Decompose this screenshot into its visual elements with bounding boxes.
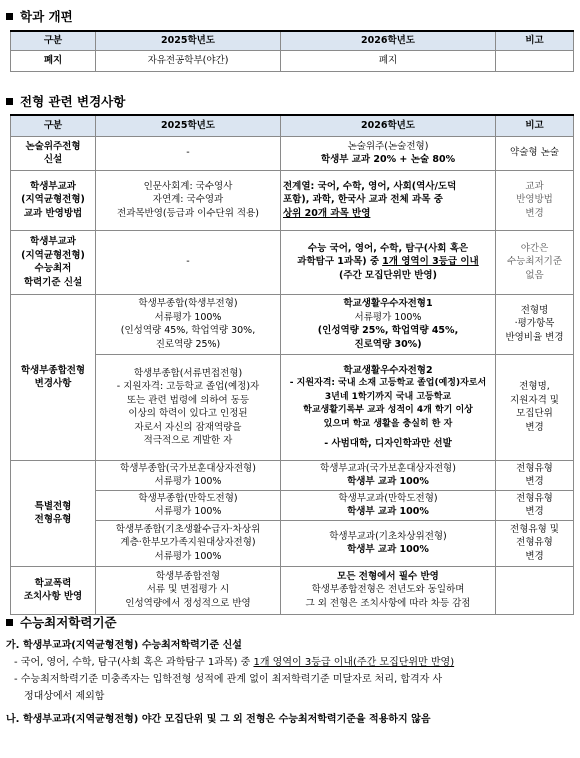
csat-min-2026-subjects: 수능 국어, 영어, 수학, 탐구(사회 혹은 과학탐구 1과목) 중 (297, 242, 469, 268)
csat-item-ga-2-cont: 정대상에서 제외함 (24, 691, 105, 702)
csat-item-ga-1-text: - 국어, 영어, 수학, 탐구(사회 혹은 과학탐구 1과목) 중 (14, 657, 254, 668)
csat-min-note: 야간은 수능최저기준 없음 (496, 230, 574, 294)
header-note: 비고 (496, 115, 574, 136)
violence-2026-detail: 학생부종합전형은 전년도와 동일하며 그 외 전형은 조치사항에 따라 차등 감점 (305, 584, 471, 609)
comprehensive-a-2026 (281, 294, 496, 354)
violence-note (496, 566, 574, 614)
square-bullet-icon (6, 98, 13, 105)
section-title-csat (6, 613, 117, 631)
header-category: 구분 (11, 31, 96, 50)
essay-2026-ratio: 학생부 교과 20% + 논술 80% (320, 154, 456, 165)
csat-item-ga-1-underlined: 1개 영역이 3등급 이내(주간 모집단위만 반영) (253, 657, 455, 668)
comprehensive-a-2025: 학생부종합(학생부전형) 서류평가 100% (인성역량 45%, 학업역량 30%, 진로역량 25%) (96, 294, 281, 354)
comprehensive-b-2025-name: 학생부종합(서류면접전형) (133, 367, 243, 379)
dept-reorg-table (10, 30, 574, 72)
violence-2026-all: 모든 전형에서 필수 반영 (337, 570, 439, 582)
special-a-2026-name: 학생부교과(국가보훈대상자전형) (320, 462, 456, 474)
essay-2026-type: 논술위주(논술전형) (347, 140, 429, 152)
comprehensive-a-note: 전형명 ·평가항목 반영비율 변경 (496, 294, 574, 354)
comprehensive-b-2026-units: - 사범대학, 디자인학과만 선발 (324, 438, 452, 449)
comprehensive-b-2025-eligibility: - 지원자격: 고등학교 졸업(예정)자 또는 관련 법령에 의하여 동등 이상의 학력이 있다고 인정된 자로서 자신의 잠재역량을 적극적으로 계발한 자 (116, 381, 260, 446)
comprehensive-a-2026-ratio: (인성역량 25%, 학업역량 45%, 진로역량 30%) (317, 325, 459, 350)
square-bullet-icon (6, 619, 13, 626)
violence-2026 (281, 566, 496, 614)
csat-item-ga-2: - 수능최저학력기준 미충족자는 입학전형 성적에 관계 없이 최저학력기준 미달자로 처리, 합격자 사 (14, 674, 443, 685)
comprehensive-b-2025 (96, 354, 281, 460)
section-title-text: 학과 개편 (20, 9, 73, 24)
row-category: 폐지 (11, 50, 96, 71)
row-note (496, 50, 574, 71)
special-c-2026-name: 학생부교과(기초차상위전형) (329, 530, 447, 542)
violence-2025: 학생부종합전형 서류 및 면접평가 시 인성역량에서 정성적으로 반영 (96, 566, 281, 614)
header-2025: 2025학년도 (96, 31, 281, 50)
subject-method-note: 교과 반영방법 변경 (496, 170, 574, 230)
essay-2025: - (96, 136, 281, 170)
section-title-text: 전형 관련 변경사항 (20, 94, 126, 109)
admission-changes-table (10, 114, 574, 615)
special-b-note: 전형유형 변경 (496, 490, 574, 520)
csat-criteria-section (6, 632, 574, 728)
special-b-2026-eval: 학생부 교과 100% (347, 506, 429, 517)
section-title-changes (6, 92, 125, 110)
csat-min-category: 학생부교과 (지역균형전형) 수능최저 학력기준 신설 (11, 230, 96, 294)
essay-note: 약술형 논술 (496, 136, 574, 170)
section-title-text: 수능최저학력기준 (20, 615, 117, 630)
comprehensive-b-2026-name: 학교생활우수자전형2 (343, 364, 433, 376)
special-b-2026-name: 학생부교과(만학도전형) (338, 492, 438, 504)
special-c-2026 (281, 520, 496, 566)
row-2026: 폐지 (281, 50, 496, 71)
subject-method-2025: 인문사회계: 국수영사 자연계: 국수영과 전과목반영(등급과 이수단위 적용) (96, 170, 281, 230)
special-a-note: 전형유형 변경 (496, 460, 574, 490)
violence-category: 학교폭력 조치사항 반영 (11, 566, 96, 614)
comprehensive-b-note: 전형명, 지원자격 및 모집단위 변경 (496, 354, 574, 460)
comprehensive-category: 학생부종합전형 변경사항 (11, 294, 96, 460)
special-a-2026-eval: 학생부 교과 100% (347, 476, 429, 487)
csat-min-2025: - (96, 230, 281, 294)
comprehensive-a-2026-name: 학교생활우수자전형1 (343, 298, 433, 309)
subject-method-2026 (281, 170, 496, 230)
special-b-2026 (281, 490, 496, 520)
header-2026: 2026학년도 (281, 115, 496, 136)
essay-2026 (281, 136, 496, 170)
header-note: 비고 (496, 31, 574, 50)
header-category: 구분 (11, 115, 96, 136)
special-a-2025: 학생부종합(국가보훈대상자전형) 서류평가 100% (96, 460, 281, 490)
special-b-2025: 학생부종합(만학도전형) 서류평가 100% (96, 490, 281, 520)
special-c-2026-eval: 학생부 교과 100% (347, 544, 429, 555)
special-category: 특별전형 전형유형 (11, 460, 96, 566)
csat-item-na: 나. 학생부교과(지역균형전형) 야간 모집단위 및 그 외 전형은 수능최저학력기준을 적용하지 않음 (6, 714, 431, 725)
comprehensive-a-2026-eval: 서류평가 100% (354, 311, 422, 323)
special-c-note: 전형유형 및 전형유형 변경 (496, 520, 574, 566)
comprehensive-b-2026 (281, 354, 496, 460)
comprehensive-b-2026-eligibility: - 지원자격: 국내 소재 고등학교 졸업(예정)자로서 3년네 1학기까지 국내 고등학교 학교생활기록부 교과 성적이 4개 학기 이상 있으며 학교 생활을 충실히 한 자 (289, 378, 487, 429)
csat-item-ga: 가. 학생부교과(지역균형전형) 수능최저학력기준 신설 (6, 640, 242, 651)
csat-min-2026 (281, 230, 496, 294)
subject-method-category: 학생부교과 (지역균형전형) 교과 반영방법 (11, 170, 96, 230)
subject-method-2026-top20: 상위 20개 과목 반영 (283, 207, 371, 219)
header-2025: 2025학년도 (96, 115, 281, 136)
row-2025: 자유전공학부(야간) (96, 50, 281, 71)
special-a-2026 (281, 460, 496, 490)
section-title-dept (6, 7, 73, 25)
csat-item-ga-1 (14, 654, 574, 671)
square-bullet-icon (6, 13, 13, 20)
csat-min-2026-day-only: (주간 모집단위만 반영) (339, 269, 437, 281)
subject-method-2026-subjects: 전계열: 국어, 수학, 영어, 사회(역사/도덕 포함), 과학, 한국사 교과 전체 과목 중 (283, 180, 457, 206)
header-2026: 2026학년도 (281, 31, 496, 50)
essay-category: 논술위주전형 신설 (11, 136, 96, 170)
csat-min-2026-grade: 1개 영역이 3등급 이내 (382, 256, 479, 268)
special-c-2025: 학생부종합(기초생활수급자·차상위 계층·한부모가족지원대상자전형) 서류평가 100% (96, 520, 281, 566)
